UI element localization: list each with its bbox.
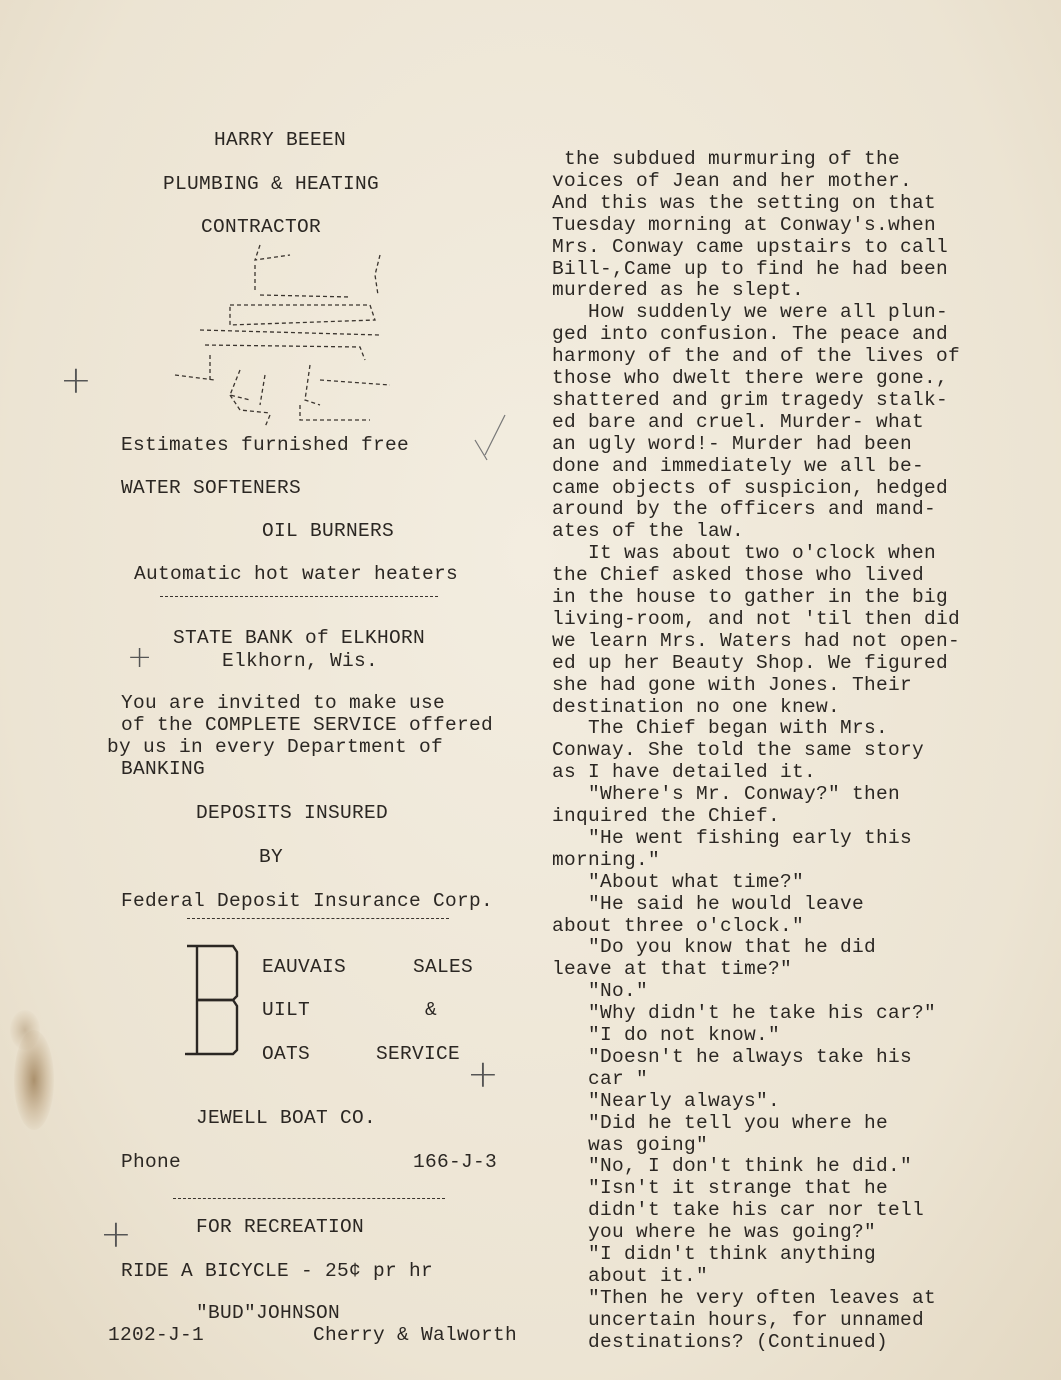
story-line: ged into confusion. The peace and <box>552 323 949 346</box>
boat-ad-word: SERVICE <box>376 1043 461 1065</box>
story-line: those who dwelt there were gone., <box>552 367 949 389</box>
bank-invite-line: by us in every Department of <box>107 736 444 758</box>
story-line: ed up her Beauty Shop. We figured <box>552 651 949 674</box>
boat-phone: 166-J-3 <box>413 1151 498 1173</box>
story-line: you where he was going?" <box>552 1221 877 1244</box>
story-line: around by the officers and mand- <box>552 498 937 521</box>
story-line: Bill-,Came up to find he had been <box>552 257 949 280</box>
story-line: "No." <box>552 980 649 1003</box>
pencil-mark: + <box>100 1212 132 1256</box>
pencil-mark: + <box>127 640 153 675</box>
story-line: in the house to gather in the big <box>552 586 949 608</box>
story-line: about three o'clock." <box>552 914 805 937</box>
plumber-role: CONTRACTOR <box>201 216 322 238</box>
bicycle-address: Cherry & Walworth <box>313 1324 518 1346</box>
bank-city: Elkhorn, Wis. <box>222 650 379 672</box>
story-line: "Doesn't he always take his <box>552 1045 913 1068</box>
story-line: "I didn't think anything <box>552 1243 877 1265</box>
story-line: destination no one knew. <box>552 695 841 718</box>
story-line: "He went fishing early this <box>552 826 913 849</box>
plumber-water-softeners: WATER SOFTENERS <box>121 477 302 499</box>
story-line: inquired the Chief. <box>552 805 781 827</box>
story-line: destinations? (Continued) <box>552 1330 889 1353</box>
pencil-mark: + <box>467 1052 499 1096</box>
bank-invite-line: You are invited to make use <box>121 692 446 714</box>
plumber-oil-burners: OIL BURNERS <box>262 520 395 542</box>
boat-ad-word: SALES <box>413 956 474 978</box>
plumber-estimates: Estimates furnished free <box>121 434 410 456</box>
story-line: How suddenly we were all plun- <box>552 301 949 324</box>
story-line: murdered as he slept. <box>552 279 805 302</box>
story-line: uncertain hours, for unnamed <box>552 1308 925 1331</box>
boat-ad-word: OATS <box>262 1043 311 1065</box>
pencil-mark: + <box>60 358 92 402</box>
story-line: shattered and grim tragedy stalk- <box>552 388 949 411</box>
story-line: "Why didn't he take his car?" <box>552 1002 937 1025</box>
boat-phone-label: Phone <box>121 1151 182 1173</box>
paper-stain <box>10 1010 40 1050</box>
story-line: we learn Mrs. Waters had not open- <box>552 629 961 652</box>
story-line: she had gone with Jones. Their <box>552 673 913 696</box>
story-line: "I do not know." <box>552 1024 781 1046</box>
divider <box>160 596 438 597</box>
story-line: as I have detailed it. <box>552 761 817 784</box>
plumber-trade: PLUMBING & HEATING <box>163 173 380 195</box>
story-line: came objects of suspicion, hedged <box>552 476 949 499</box>
bank-name: STATE BANK of ELKHORN <box>173 627 426 649</box>
story-line: the subdued murmuring of the <box>552 148 901 170</box>
story-line: an ugly word!- Murder had been <box>552 432 913 455</box>
divider <box>173 1198 445 1199</box>
story-line: "About what time?" <box>552 870 805 893</box>
boat-ad-word: UILT <box>262 999 311 1021</box>
story-line: done and immediately we all be- <box>552 454 925 477</box>
story-line: ed bare and cruel. Murder- what <box>552 410 925 433</box>
bicycle-header: FOR RECREATION <box>196 1216 365 1238</box>
story-line: The Chief began with Mrs. <box>552 717 889 740</box>
bank-invite-line: BANKING <box>121 758 206 780</box>
story-line: the Chief asked those who lived <box>552 564 925 587</box>
story-line: about it." <box>552 1264 709 1287</box>
story-line: harmony of the and of the lives of <box>552 345 961 368</box>
story-line: It was about two o'clock when <box>552 542 937 565</box>
bank-deposits-insured: DEPOSITS INSURED <box>196 802 389 824</box>
bank-fdic: Federal Deposit Insurance Corp. <box>121 890 494 912</box>
plumber-name: HARRY BEEEN <box>214 129 347 151</box>
bicycle-ride: RIDE A BICYCLE - 25¢ pr hr <box>121 1260 434 1282</box>
story-line: living-room, and not 'til then did <box>552 607 961 630</box>
story-line: "Where's Mr. Conway?" then <box>552 783 901 806</box>
story-line: "Did he tell you where he <box>552 1111 889 1134</box>
plumbing-sketch-illustration <box>170 235 390 435</box>
story-line: morning." <box>552 848 661 871</box>
story-line: And this was the setting on that <box>552 191 937 214</box>
bicycle-phone: 1202-J-1 <box>108 1324 205 1346</box>
story-line: "Isn't it strange that he <box>552 1177 889 1200</box>
boat-ad-word: & <box>425 999 438 1021</box>
story-line: "He said he would leave <box>552 892 865 915</box>
story-line: "Do you know that he did <box>552 936 877 959</box>
story-line: leave at that time?" <box>552 958 793 981</box>
divider <box>187 918 449 919</box>
story-line: ates of the law. <box>552 520 745 543</box>
story-line: voices of Jean and her mother. <box>552 169 913 192</box>
bank-by: BY <box>259 846 284 868</box>
pencil-stroke <box>455 410 515 470</box>
story-line: "Nearly always". <box>552 1089 781 1112</box>
plumber-heaters: Automatic hot water heaters <box>134 563 459 585</box>
story-line: "Then he very often leaves at <box>552 1286 937 1309</box>
story-line: Mrs. Conway came upstairs to call <box>552 235 949 258</box>
story-line: was going" <box>552 1133 709 1156</box>
boat-company: JEWELL BOAT CO. <box>196 1107 377 1129</box>
bank-invite-line: of the COMPLETE SERVICE offered <box>121 714 494 736</box>
bicycle-owner: "BUD"JOHNSON <box>196 1302 341 1324</box>
boat-ad-word: EAUVAIS <box>262 956 347 978</box>
story-line: "No, I don't think he did." <box>552 1155 913 1178</box>
story-line: car " <box>552 1067 649 1090</box>
big-letter-b <box>183 942 243 1060</box>
story-line: Conway. She told the same story <box>552 739 925 762</box>
story-line: Tuesday morning at Conway's.when <box>552 213 937 236</box>
story-line: didn't take his car nor tell <box>552 1199 925 1222</box>
